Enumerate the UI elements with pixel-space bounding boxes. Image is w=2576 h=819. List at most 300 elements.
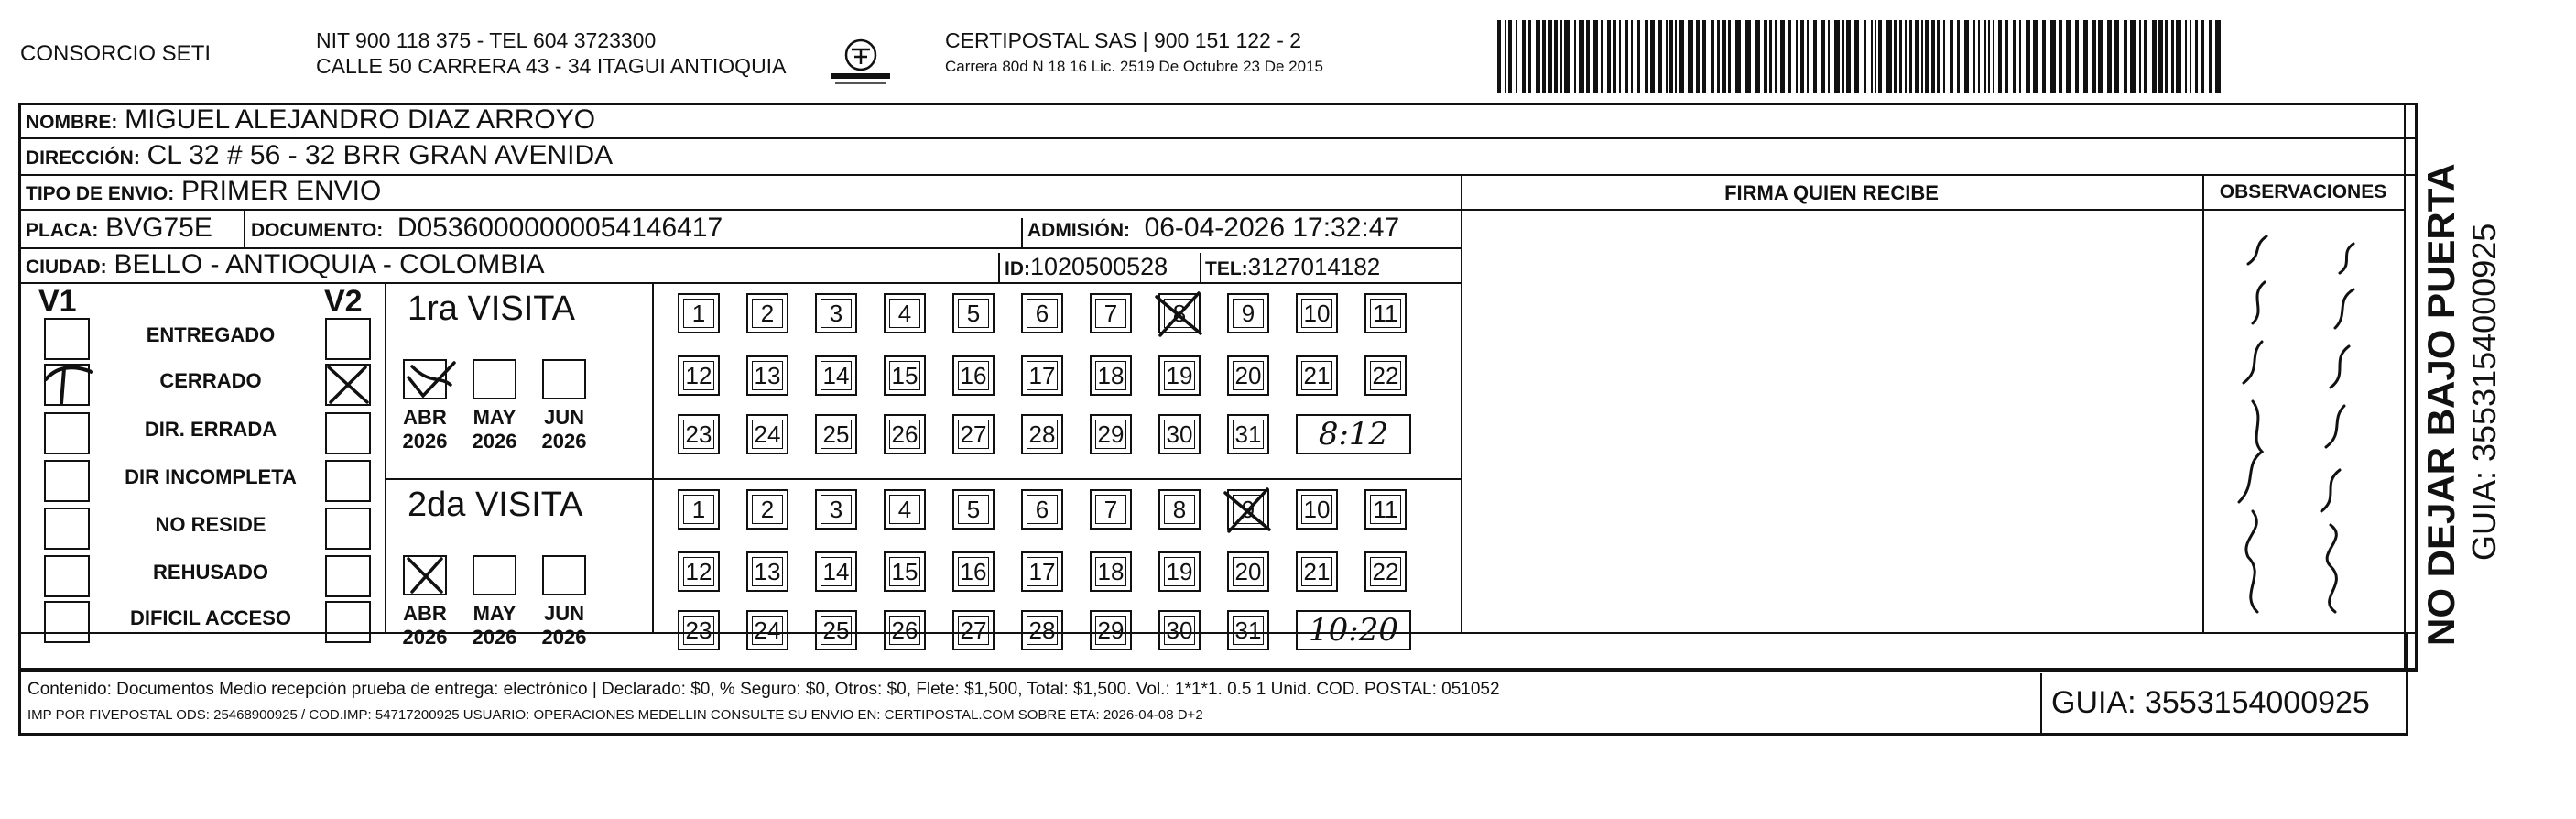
barcode-bar [1905,20,1907,93]
barcode-bar [1722,20,1726,93]
month-year: 2026 [472,626,517,649]
month-year: 2026 [472,430,517,453]
barcode-bar [1702,20,1706,93]
day-checkbox[interactable] [884,293,926,333]
barcode-bar [2019,20,2021,93]
barcode-bar [1998,20,2002,93]
day-checkbox[interactable] [746,610,788,650]
day-number: 19 [1166,558,1193,585]
day-checkbox[interactable] [746,489,788,530]
barcode-bar [1593,20,1598,93]
barcode-bar [1775,20,1777,93]
day-number: 21 [1303,558,1331,585]
day-number: 28 [1028,420,1056,448]
barcode-bar [1937,20,1940,93]
barcode-bar [1894,20,1897,93]
side-guia: GUIA: 3553154000925 [2465,223,2503,561]
month-checkbox[interactable] [473,555,516,595]
barcode-bar [1842,20,1844,93]
day-number: 22 [1372,362,1399,389]
day-checkbox[interactable] [1158,414,1201,454]
barcode-bar [2201,20,2204,93]
certipostal-line-2: Carrera 80d N 18 16 Lic. 2519 De Octubre 23 De 2015 [945,58,1323,75]
day-checkbox[interactable] [1296,551,1338,592]
day-number: 17 [1028,558,1056,585]
documento-label: DOCUMENTO: [251,220,384,241]
day-checkbox[interactable] [952,610,995,650]
abr-check-mark [403,553,458,599]
day-number: 27 [960,420,987,448]
barcode-bar [1508,20,1512,93]
day-number: 1 [691,300,706,327]
day-number: 4 [897,300,912,327]
certipostal-logo-icon [824,35,897,88]
day-number: 9 [1241,496,1255,523]
barcode-bar [2190,20,2191,93]
barcode-bar [1788,20,1791,93]
barcode-bar [2059,20,2062,93]
barcode-bar [1728,20,1731,93]
barcode-bar [2158,20,2163,93]
day-number: 11 [1373,496,1398,523]
barcode-bar [1645,20,1648,93]
barcode-bar [1984,20,1986,93]
certipostal-line-1: CERTIPOSTAL SAS | 900 151 122 - 2 [945,28,1302,52]
nit-line-2: CALLE 50 CARRERA 43 - 34 ITAGUI ANTIOQUIA [316,54,787,78]
day-checkbox[interactable] [1227,293,1269,333]
barcode-bar [1921,20,1923,93]
day-number: 6 [1035,300,1049,327]
barcode-bar [2195,20,2198,93]
day-checkbox[interactable] [1021,610,1063,650]
day-checkbox[interactable] [1296,293,1338,333]
tel-value: 3127014182 [1247,253,1381,280]
barcode-bar [2209,20,2212,93]
day-number: 4 [897,496,912,523]
day-checkbox[interactable] [1158,551,1201,592]
footer-imp: IMP POR FIVEPOSTAL ODS: 25468900925 / COD.IMP: 54717200925 USUARIO: OPERACIONES MEDELLIN CONSULTE SU ENVIO EN: CERTIPOSTAL.COM SOBRE ETA: 2026-04-08 D+2 [27,707,1203,723]
barcode-bar [1542,20,1546,93]
barcode-bar [1957,20,1960,93]
visit-title: 2da VISITA [408,486,583,524]
barcode-bar [1669,20,1673,93]
barcode-bar [1745,20,1751,93]
barcode-bar [1755,20,1760,93]
barcode-bar [2083,20,2088,93]
day-checkbox[interactable] [1021,414,1063,454]
tipo-envio-label: TIPO DE ENVIO: [26,183,175,204]
barcode-bar [2144,20,2147,93]
id-label: ID: [1005,258,1030,279]
barcode-bar [1658,20,1662,93]
barcode-bar [2215,20,2221,93]
day-checkbox[interactable] [678,610,720,650]
day-number: 31 [1234,617,1262,644]
barcode-bar [1846,20,1851,93]
barcode-bar [1548,20,1552,93]
day-number: 7 [1103,300,1118,327]
day-checkbox[interactable] [952,551,995,592]
day-checkbox[interactable] [1364,489,1407,530]
day-number: 1 [691,496,706,523]
day-checkbox[interactable] [1227,355,1269,396]
tipo-envio-value: PRIMER ENVIO [180,176,382,206]
barcode-bar [1601,20,1603,93]
day-checkbox[interactable] [884,610,926,650]
barcode-bar [2050,20,2056,93]
barcode-bar [1973,20,1975,93]
day-number: 23 [685,617,712,644]
day-number: 15 [891,558,918,585]
day-checkbox[interactable] [1090,355,1132,396]
barcode-bar [1619,20,1621,93]
month-checkbox[interactable] [473,359,516,399]
day-checkbox[interactable] [1090,293,1132,333]
month-year: 2026 [402,430,448,453]
barcode-bar [1554,20,1558,93]
no-dejar-bajo-puerta: NO DEJAR BAJO PUERTA [2419,163,2462,646]
day-checkbox[interactable] [884,355,926,396]
firma-header: FIRMA QUIEN RECIBE [1724,181,1939,204]
barcode-bar [1993,20,1994,93]
barcode [1497,20,2225,93]
signature-area[interactable] [1462,211,2201,630]
day-checkbox[interactable] [1021,489,1063,530]
day-number: 12 [685,558,712,585]
barcode-bar [1864,20,1866,93]
company-name: CONSORCIO SETI [20,41,212,66]
day-checkbox[interactable] [1227,414,1269,454]
ciudad-label: CIUDAD: [26,257,107,278]
observaciones-header: OBSERVACIONES [2219,181,2387,202]
day-number: 14 [822,558,850,585]
barcode-bar [1679,20,1684,93]
barcode-bar [1909,20,1912,93]
v1-label: V1 [38,284,77,319]
v2-label: V2 [324,284,363,319]
day-checkbox[interactable] [1090,414,1132,454]
day-checkbox[interactable] [815,414,857,454]
footer-guia: GUIA: 3553154000925 [2051,685,2370,720]
day-number: 24 [754,420,781,448]
barcode-bar [2075,20,2079,93]
day-checkbox[interactable] [815,293,857,333]
day-number: 26 [891,617,918,644]
day-number: 14 [822,362,850,389]
barcode-bar [1717,20,1720,93]
barcode-bar [1735,20,1741,93]
day-number: 5 [966,496,981,523]
day-number: 18 [1097,362,1125,389]
barcode-bar [1950,20,1953,93]
v2-cerrado-x-mark [325,364,371,406]
visit-title: 1ra VISITA [408,289,576,328]
day-checkbox[interactable] [1364,355,1407,396]
month-name: ABR [403,602,447,625]
day-number: 13 [754,558,781,585]
barcode-bar [1769,20,1772,93]
day-checkbox[interactable] [678,293,720,333]
barcode-bar [1574,20,1576,93]
footer-contenido: Contenido: Documentos Medio recepción prueba de entrega: electrónico | Declarado: $0, % Seguro: $0, Otros: $0, Flete: $1,500, Total: $1,500. Vol.: 1*1*1. 0.5 1 Unid. COD. POSTAL: 051052 [27,680,1500,699]
month-year: 2026 [541,430,587,453]
nombre-label: NOMBRE: [26,112,118,133]
barcode-bar [1613,20,1616,93]
day-checkbox[interactable] [952,293,995,333]
barcode-bar [1675,20,1677,93]
day-checkbox[interactable] [884,551,926,592]
day-checkbox[interactable] [678,414,720,454]
day-checkbox[interactable] [746,355,788,396]
v2-checkbox[interactable] [325,318,371,360]
day-number: 9 [1241,300,1255,327]
status-label: NO RESIDE [155,513,266,536]
day-number: 2 [760,496,775,523]
day-checkbox[interactable] [884,414,926,454]
barcode-bar [2176,20,2181,93]
day-number: 3 [829,496,843,523]
day-checkbox[interactable] [1296,489,1338,530]
direccion-value: CL 32 # 56 - 32 BRR GRAN AVENIDA [147,140,614,170]
barcode-bar [2114,20,2119,93]
day-checkbox[interactable] [1296,355,1338,396]
barcode-bar [1536,20,1540,93]
day-checkbox[interactable] [815,489,857,530]
barcode-bar [2107,20,2112,93]
tel-label: TEL: [1205,258,1248,279]
day-number: 8 [1172,496,1187,523]
day-cross-mark [1222,486,1277,535]
admision-value: 06-04-2026 17:32:47 [1144,213,1400,243]
barcode-bar [1696,20,1700,93]
day-checkbox[interactable] [1227,610,1269,650]
day-number: 26 [891,420,918,448]
day-number: 18 [1097,558,1125,585]
day-number: 24 [754,617,781,644]
observaciones-handwriting [2202,209,2404,632]
barcode-bar [1978,20,1980,93]
status-label: CERRADO [159,369,262,392]
month-year: 2026 [402,626,448,649]
day-checkbox[interactable] [678,355,720,396]
barcode-bar [1854,20,1859,93]
month-name: MAY [473,602,516,625]
status-label: DIR INCOMPLETA [125,465,297,488]
barcode-bar [2066,20,2071,93]
status-label: DIFICIL ACCESO [129,606,291,629]
direccion-label: DIRECCIÓN: [26,147,140,169]
placa-value: BVG75E [105,213,212,243]
barcode-bar [1564,20,1570,93]
day-checkbox[interactable] [1158,489,1201,530]
day-cross-mark [1153,289,1208,339]
day-checkbox[interactable] [815,610,857,650]
day-checkbox[interactable] [746,551,788,592]
barcode-bar [1637,20,1640,93]
barcode-bar [1528,20,1531,93]
barcode-bar [1834,20,1840,93]
barcode-bar [1821,20,1825,93]
barcode-bar [1988,20,1990,93]
barcode-bar [1875,20,1876,93]
day-number: 30 [1166,420,1193,448]
day-checkbox[interactable] [952,355,995,396]
visit-time-box[interactable]: 8:12 [1296,414,1411,454]
barcode-bar [1497,20,1501,93]
barcode-bar [1915,20,1919,93]
documento-value: D05360000000054146417 [397,213,723,243]
month-name: MAY [473,406,516,429]
day-checkbox[interactable] [746,414,788,454]
barcode-bar [2139,20,2141,93]
barcode-bar [1631,20,1633,93]
barcode-bar [1931,20,1935,93]
barcode-bar [2152,20,2157,93]
day-number: 25 [822,420,850,448]
day-checkbox[interactable] [678,551,720,592]
placa-label: PLACA: [26,220,99,241]
month-name: JUN [543,406,584,429]
v2-checkbox[interactable] [325,601,371,643]
day-checkbox[interactable] [1364,293,1407,333]
day-number: 3 [829,300,843,327]
v2-checkbox[interactable] [325,555,371,597]
day-checkbox[interactable] [952,489,995,530]
barcode-bar [1586,20,1590,93]
barcode-bar [2042,20,2046,93]
barcode-bar [2092,20,2096,93]
day-number: 10 [1303,300,1331,327]
status-label: DIR. ERRADA [144,418,277,441]
month-checkbox[interactable] [542,555,586,595]
barcode-bar [1871,20,1873,93]
month-name: ABR [403,406,447,429]
barcode-bar [1764,20,1767,93]
barcode-bar [1899,20,1902,93]
day-number: 5 [966,300,981,327]
day-number: 20 [1234,558,1262,585]
barcode-bar [1886,20,1892,93]
day-number: 19 [1166,362,1193,389]
day-checkbox[interactable] [1364,551,1407,592]
barcode-bar [1579,20,1584,93]
id-value: 1020500528 [1030,253,1168,280]
day-checkbox[interactable] [1227,551,1269,592]
barcode-bar [2026,20,2030,93]
day-number: 12 [685,362,712,389]
month-checkbox[interactable] [542,359,586,399]
day-number: 10 [1303,496,1331,523]
v2-checkbox[interactable] [325,460,371,502]
barcode-bar [1560,20,1562,93]
day-number: 13 [754,362,781,389]
month-name: JUN [543,602,584,625]
barcode-bar [2033,20,2038,93]
day-checkbox[interactable] [1090,489,1132,530]
day-checkbox[interactable] [1021,551,1063,592]
barcode-bar [1813,20,1817,93]
day-number: 21 [1303,362,1331,389]
day-number: 31 [1234,420,1262,448]
day-checkbox[interactable] [884,489,926,530]
day-number: 16 [960,362,987,389]
barcode-bar [1807,20,1809,93]
v2-checkbox[interactable] [325,508,371,550]
visit-time-box[interactable]: 10:20 [1296,610,1411,650]
barcode-bar [1650,20,1655,93]
day-number: 29 [1097,420,1125,448]
barcode-bar [2013,20,2016,93]
barcode-bar [1800,20,1804,93]
day-checkbox[interactable] [815,551,857,592]
day-number: 27 [960,617,987,644]
ciudad-value: BELLO - ANTIOQUIA - COLOMBIA [114,249,545,279]
day-number: 17 [1028,362,1056,389]
day-number: 30 [1166,617,1193,644]
day-number: 8 [1172,300,1187,327]
barcode-bar [2130,20,2136,93]
v1-cerrado-checkmark [41,359,96,405]
day-number: 7 [1103,496,1118,523]
day-checkbox[interactable] [1090,610,1132,650]
nit-line-1: NIT 900 118 375 - TEL 604 3723300 [316,28,657,52]
day-checkbox[interactable] [952,414,995,454]
barcode-bar [1828,20,1830,93]
barcode-bar [2165,20,2168,93]
admision-label: ADMISIÓN: [1027,220,1130,241]
day-number: 11 [1373,300,1398,327]
barcode-bar [1666,20,1668,93]
day-checkbox[interactable] [1090,551,1132,592]
barcode-bar [1878,20,1882,93]
barcode-bar [1688,20,1693,93]
v2-checkbox[interactable] [325,412,371,454]
day-number: 20 [1234,362,1262,389]
day-number: 28 [1028,617,1056,644]
barcode-bar [2005,20,2008,93]
day-number: 15 [891,362,918,389]
month-year: 2026 [541,626,587,649]
day-number: 23 [685,420,712,448]
barcode-bar [1964,20,1969,93]
barcode-bar [1780,20,1785,93]
day-checkbox[interactable] [678,489,720,530]
barcode-bar [1505,20,1506,93]
day-checkbox[interactable] [815,355,857,396]
day-checkbox[interactable] [746,293,788,333]
barcode-bar [1943,20,1945,93]
day-checkbox[interactable] [1021,355,1063,396]
barcode-bar [1711,20,1714,93]
day-number: 22 [1372,558,1399,585]
barcode-bar [1796,20,1798,93]
day-number: 16 [960,558,987,585]
day-number: 2 [760,300,775,327]
nombre-value: MIGUEL ALEJANDRO DIAZ ARROYO [125,104,596,135]
barcode-bar [1607,20,1611,93]
abr-check-mark [403,357,458,403]
day-checkbox[interactable] [1158,355,1201,396]
status-label: REHUSADO [153,561,268,584]
day-checkbox[interactable] [1021,293,1063,333]
barcode-bar [1625,20,1628,93]
day-checkbox[interactable] [1158,610,1201,650]
barcode-bar [2171,20,2174,93]
barcode-bar [1516,20,1517,93]
barcode-bar [2185,20,2187,93]
day-number: 6 [1035,496,1049,523]
barcode-bar [2098,20,2103,93]
